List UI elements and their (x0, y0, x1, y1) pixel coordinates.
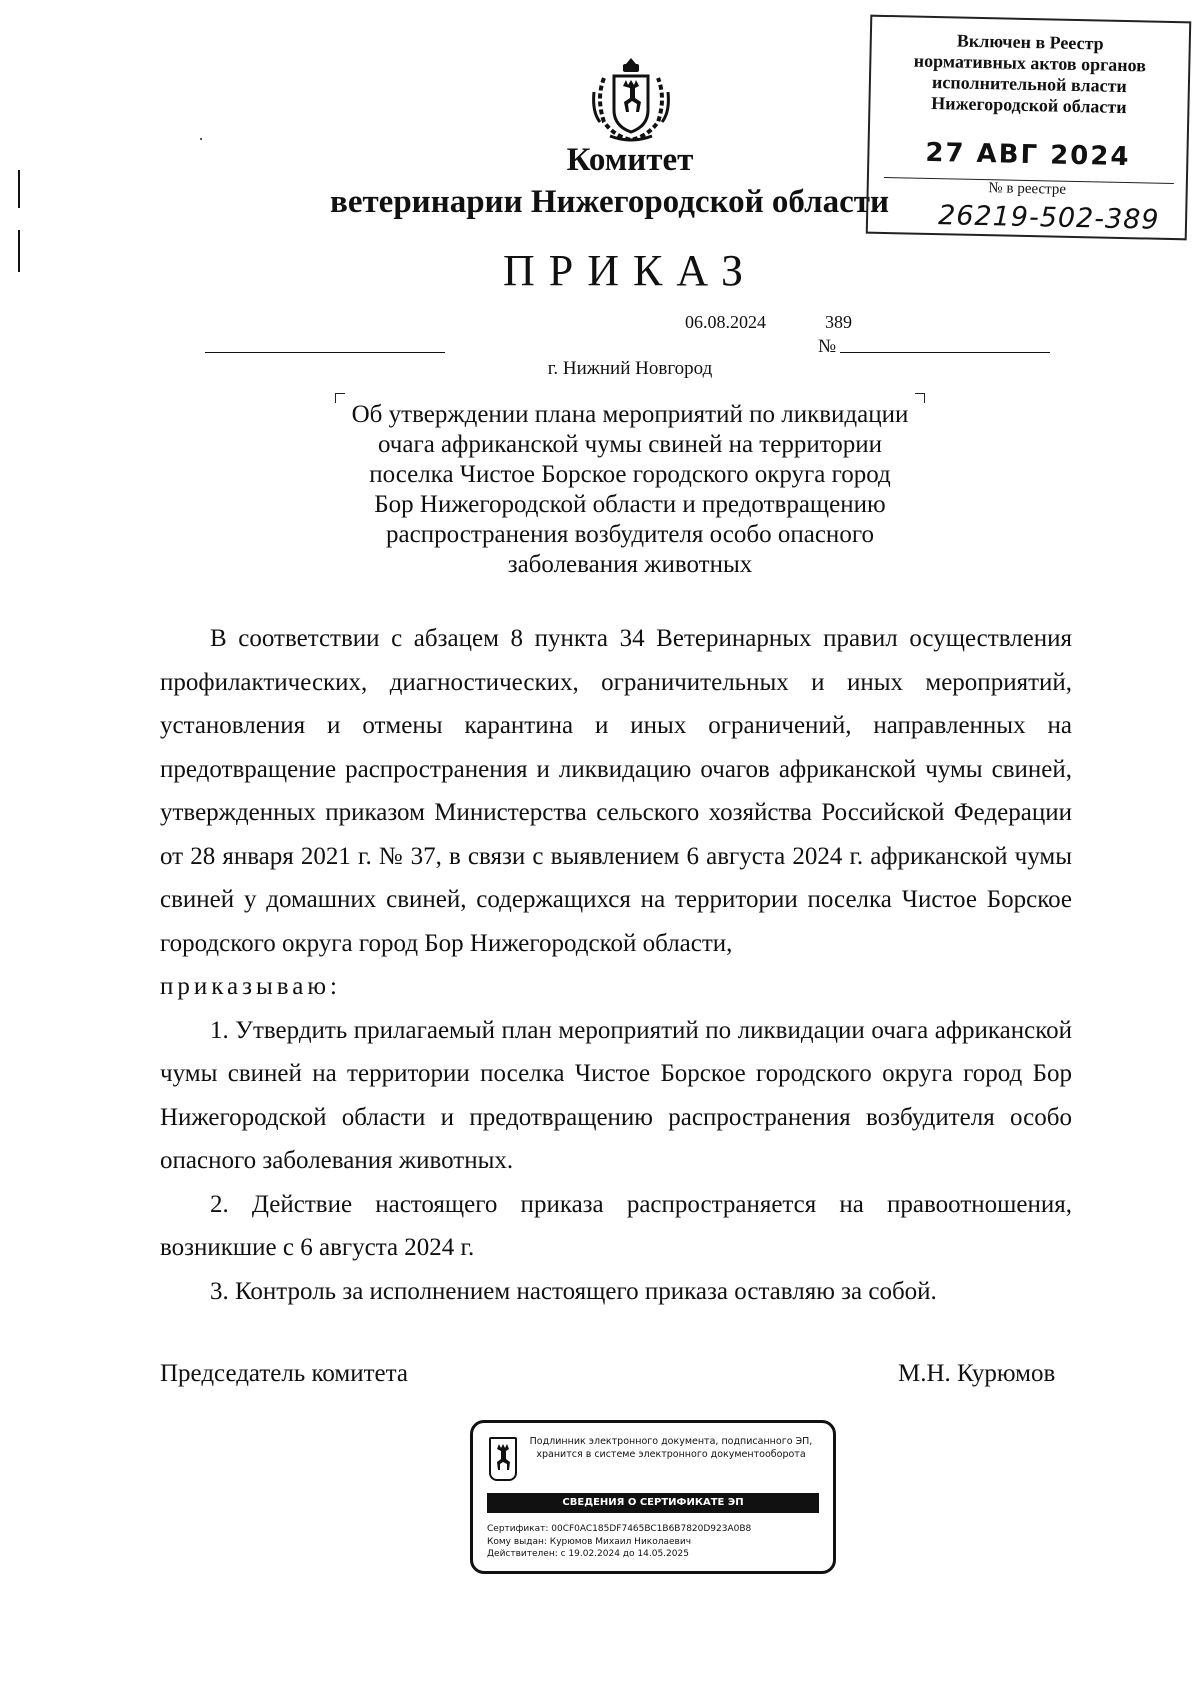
order-item-2: 2. Действие настоящего приказа распространяется на правоотношения, возникшие с 6 августа 2024 г. (160, 1190, 1072, 1261)
e-signature-details (487, 1523, 751, 1561)
signatory-position: Председатель комитета (160, 1360, 408, 1387)
order-word: приказываю: (160, 973, 341, 1000)
date-underline (205, 352, 445, 353)
number-underline (840, 352, 1050, 353)
document-city: г. Нижний Новгород (547, 358, 713, 379)
signatory-name: М.Н. Курюмов (898, 1360, 1056, 1387)
registry-stamp (866, 15, 1192, 241)
document-title: Об утверждении плана мероприятий по ликвидации очага африканской чумы свиней на территории поселка Чистое Борское городского округа город Бор Нижегородской области и предотвращению распространения возбудителя особо опасного заболевания животных (351, 401, 909, 578)
org-name-line1: Комитет (566, 142, 694, 178)
order-item-1: 1. Утвердить прилагаемый план мероприятий по ликвидации очага африканской чумы свиней на территории поселка Чистое Борское городского округа город Бор Нижегородской области и предотвращению распространения возбудителя особо опасного заболевания животных. (160, 1016, 1072, 1174)
org-name-line2: ветеринарии Нижегородской области (330, 184, 889, 220)
document-number: 389 (825, 312, 852, 332)
certificate-owner: Кому выдан: Курюмов Михаил Николаевич (487, 1536, 692, 1547)
stamp-text: Включен в Реестр нормативных актов органов исполнительной власти Нижегородской области (913, 30, 1147, 118)
scan-mark (18, 230, 20, 272)
number-sign: № (818, 336, 837, 357)
document-body (160, 617, 1072, 1313)
coat-of-arms-icon (590, 52, 672, 144)
certificate-validity: Действителен: с 19.02.2024 до 14.05.2025 (487, 1549, 689, 1559)
preamble-paragraph: В соответствии с абзацем 8 пункта 34 Ветеринарных правил осуществления профилактических, диагностических, ограничительных и иных мероприятий, установления и отмены карантина и иных ограничений, направленных на предотвращение распространения и ликвидацию очагов африканской чумы свиней, утвержденных приказом Министерства сельского хозяйства Российской Федерации от 28 января 2021 г. № 37, в связи с выявлением 6 августа 2024 г. африканской чумы свиней у домашних свиней, содержащихся на территории поселка Чистое Борское городского округа город Бор Нижегородской области, (160, 625, 1072, 957)
scan-speck (200, 138, 202, 140)
e-signature-stamp (470, 1420, 836, 1574)
e-signature-header: СВЕДЕНИЯ О СЕРТИФИКАТЕ ЭП (487, 1493, 819, 1513)
title-bracket-right (915, 393, 925, 403)
deer-emblem-icon (489, 1437, 517, 1481)
e-signature-caption: Подлинник электронного документа, подписанного ЭП, хранится в системе электронного документооборота (529, 1436, 813, 1460)
stamp-registry-label: № в реестре (988, 180, 1067, 198)
document-type: ПРИКАЗ (502, 246, 758, 295)
document-date: 06.08.2024 (685, 312, 766, 332)
certificate-id: Сертификат: 00CF0AC185DF7465BC1B6B7820D923A0B8 (487, 1524, 752, 1534)
stamp-registry-number: 26219-502-389 (937, 200, 1160, 236)
stamp-date: 27 АВГ 2024 (925, 137, 1131, 173)
title-bracket-left (335, 393, 345, 403)
scan-mark (18, 170, 20, 208)
order-item-3: 3. Контроль за исполнением настоящего приказа оставляю за собой. (210, 1277, 937, 1305)
